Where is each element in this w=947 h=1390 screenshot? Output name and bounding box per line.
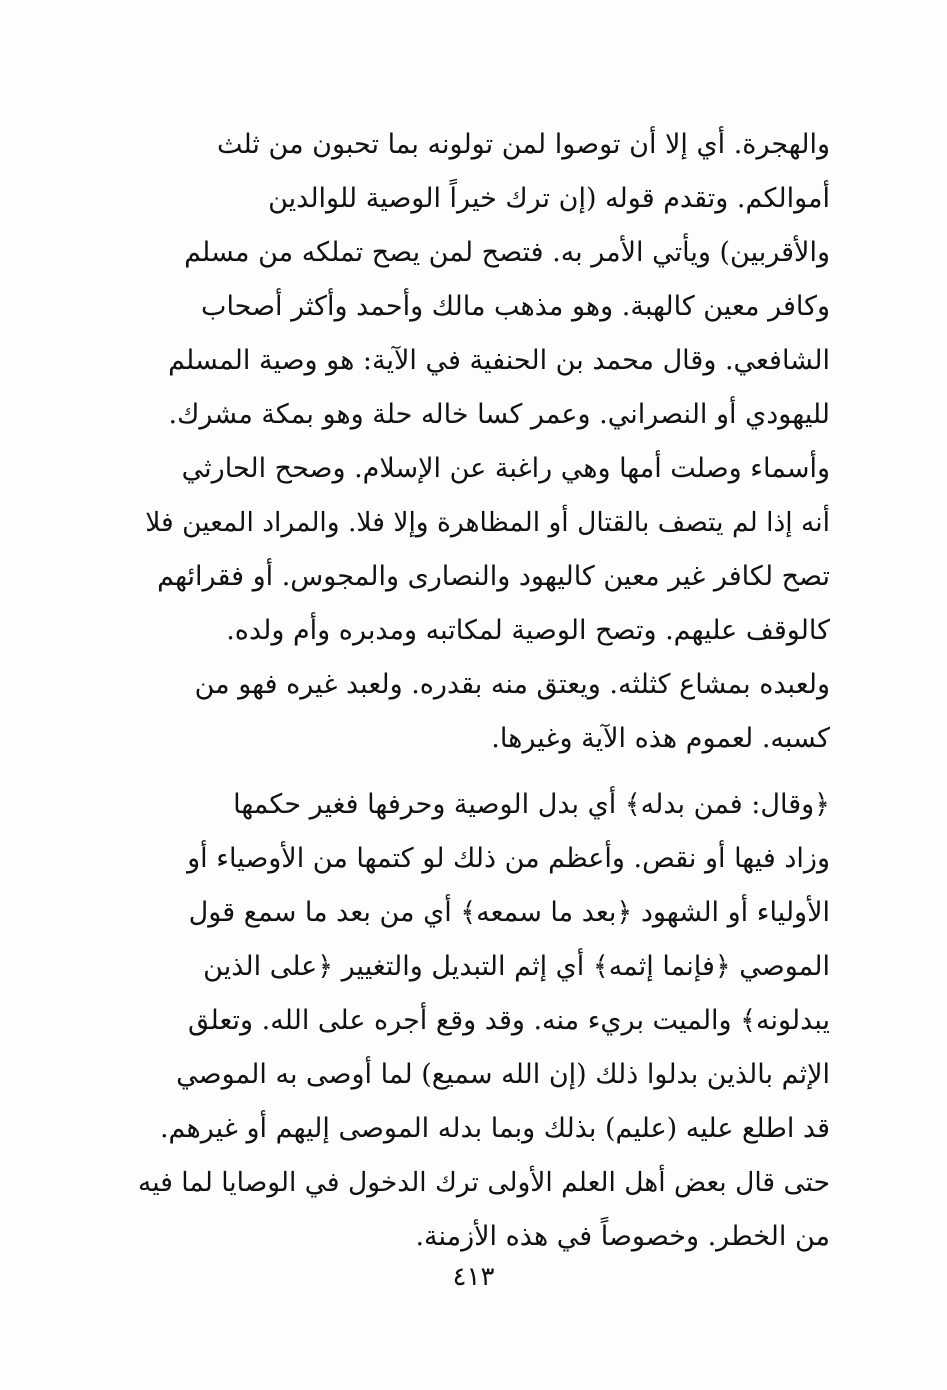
text-line: قد اطلع عليه (عليم) بذلك وبما بدله الموصى إليهم أو غيرهم. [159, 1113, 830, 1144]
text-line: كالوقف عليهم. وتصح الوصية لمكاتبه ومدبره وأم ولده. [226, 615, 830, 646]
text-line: وأسماء وصلت أمها وهي راغبة عن الإسلام. وصحح الحارثي [181, 453, 830, 484]
text-line: والأقربين) ويأتي الأمر به. فتصح لمن يصح تملكه من مسلم [184, 237, 830, 268]
text-line: ﴿وقال: فمن بدله﴾ أي بدل الوصية وحرفها فغير حكمها [233, 789, 830, 820]
text-line: كسبه. لعموم هذه الآية وغيرها. [491, 723, 830, 754]
paragraph-2 [138, 778, 830, 1264]
text-line: والهجرة. أي إلا أن توصوا لمن تولونه بما تحبون من ثلث [216, 129, 830, 160]
text-line: من الخطر. وخصوصاً في هذه الأزمنة. [415, 1221, 830, 1252]
text-line: أنه إذا لم يتصف بالقتال أو المظاهرة وإلا فلا. والمراد المعين فلا [145, 507, 830, 538]
text-line: الإثم بالذين بدلوا ذلك (إن الله سميع) لما أوصى به الموصي [176, 1059, 830, 1090]
text-line: الشافعي. وقال محمد بن الحنفية في الآية: هو وصية المسلم [168, 345, 830, 376]
text-line: يبدلونه﴾ والميت بريء منه. وقد وقع أجره على الله. وتعلق [188, 1005, 830, 1036]
text-line: أموالكم. وتقدم قوله (إن ترك خيراً الوصية للوالدين [268, 183, 830, 214]
paragraph-1 [138, 118, 830, 766]
page-number: ٤١٣ [452, 1262, 495, 1292]
text-line: تصح لكافر غير معين كاليهود والنصارى والمجوس. أو فقرائهم [157, 561, 830, 592]
text-line: حتى قال بعض أهل العلم الأولى ترك الدخول في الوصايا لما فيه [138, 1167, 830, 1198]
text-line: الموصي ﴿فإنما إثمه﴾ أي إثم التبديل والتغيير ﴿على الذين [203, 951, 830, 982]
text-line: الأولياء أو الشهود ﴿بعد ما سمعه﴾ أي من بعد ما سمع قول [188, 897, 830, 928]
text-line: وزاد فيها أو نقص. وأعظم من ذلك لو كتمها من الأوصياء أو [187, 843, 830, 874]
text-line: لليهودي أو النصراني. وعمر كسا خاله حلة وهو بمكة مشرك. [168, 399, 830, 430]
text-line: ولعبده بمشاع كثلثه. ويعتق منه بقدره. ولعبد غيره فهو من [194, 669, 830, 700]
text-line: وكافر معين كالهبة. وهو مذهب مالك وأحمد وأكثر أصحاب [201, 291, 830, 322]
